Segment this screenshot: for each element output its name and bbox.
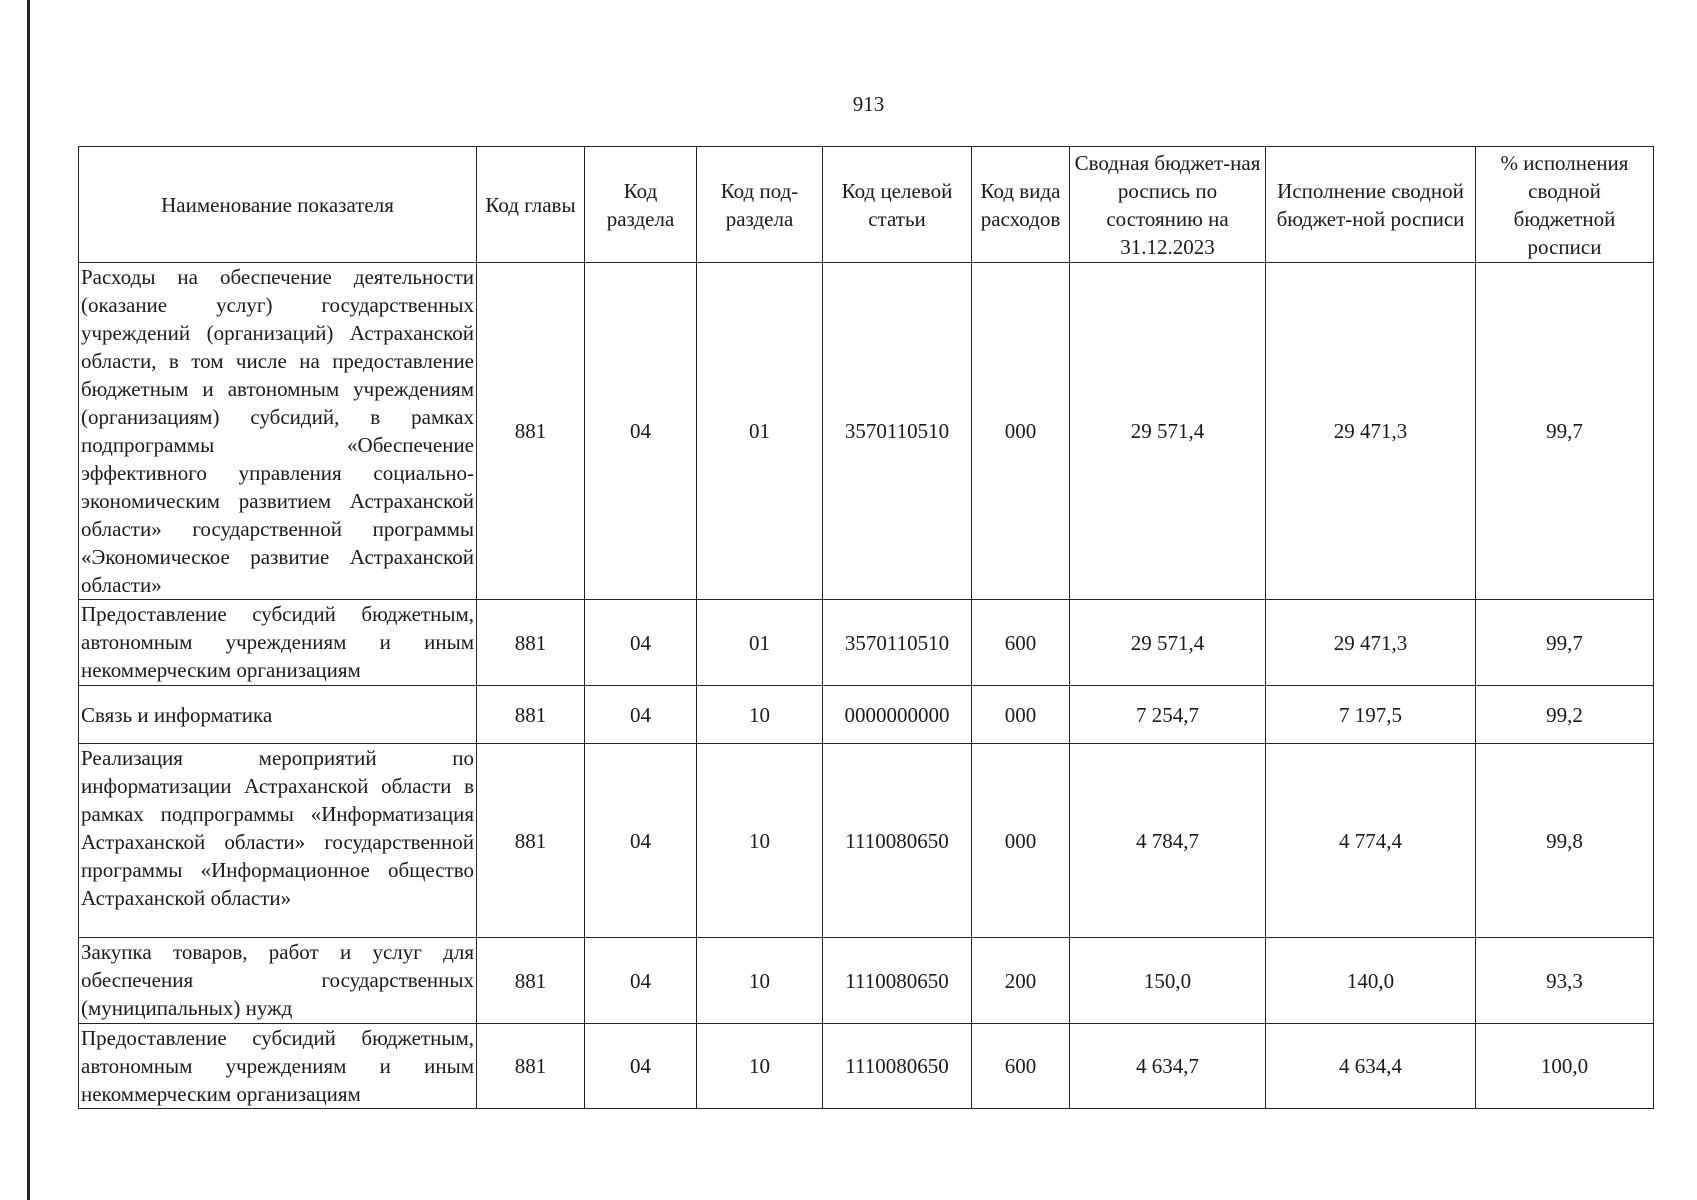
row-name: Предоставление субсидий бюджетным, автономным учреждениям и иным некоммерческим организациям	[79, 600, 477, 686]
page-number: 913	[852, 92, 885, 116]
row-execution: 29 471,3	[1266, 263, 1476, 600]
row-name: Расходы на обеспечение деятельности (оказание услуг) государственных учреждений (организаций) Астраханской области, в том числе на предоставление бюджетным и автономным учреждениям (организациям) субсидий, в рамках подпрограммы «Обеспечение эффективного управления социально-экономическим развитием Астраханской области» государственной программы «Экономическое развитие Астраханской области»	[79, 263, 477, 600]
row-percent: 99,7	[1476, 263, 1654, 600]
row-percent: 93,3	[1476, 938, 1654, 1024]
row-subsection: 10	[697, 1024, 823, 1109]
row-target: 0000000000	[823, 686, 972, 744]
row-chapter: 881	[477, 744, 585, 938]
row-percent: 99,2	[1476, 686, 1654, 744]
row-section: 04	[585, 938, 697, 1024]
row-plan: 4 784,7	[1070, 744, 1266, 938]
row-target: 1110080650	[823, 1024, 972, 1109]
header-percent: % исполнения сводной бюджетной росписи	[1476, 147, 1654, 263]
row-subsection: 10	[697, 744, 823, 938]
row-name: Закупка товаров, работ и услуг для обеспечения государственных (муниципальных) нужд	[79, 938, 477, 1024]
row-expense-type: 000	[972, 744, 1070, 938]
table-row	[79, 600, 1654, 686]
row-subsection: 01	[697, 263, 823, 600]
row-plan: 29 571,4	[1070, 263, 1266, 600]
row-target: 3570110510	[823, 600, 972, 686]
row-percent: 99,8	[1476, 744, 1654, 938]
header-plan: Сводная бюджет-ная роспись по состоянию на 31.12.2023	[1070, 147, 1266, 263]
row-name: Связь и информатика	[79, 686, 477, 744]
row-execution: 7 197,5	[1266, 686, 1476, 744]
row-subsection: 01	[697, 600, 823, 686]
row-chapter: 881	[477, 1024, 585, 1109]
row-section: 04	[585, 263, 697, 600]
row-percent: 100,0	[1476, 1024, 1654, 1109]
row-plan: 7 254,7	[1070, 686, 1266, 744]
header-expense-type-code: Код вида расходов	[972, 147, 1070, 263]
row-name: Реализация мероприятий по информатизации Астраханской области в рамках подпрограммы «Информатизация Астраханской области» государственной программы «Информационное общество Астраханской области»	[79, 744, 477, 938]
row-expense-type: 000	[972, 263, 1070, 600]
table-row	[79, 263, 1654, 600]
row-expense-type: 600	[972, 600, 1070, 686]
row-target: 3570110510	[823, 263, 972, 600]
row-section: 04	[585, 600, 697, 686]
budget-execution-table	[78, 146, 1654, 1109]
row-expense-type: 600	[972, 1024, 1070, 1109]
table-row	[79, 938, 1654, 1024]
row-section: 04	[585, 1024, 697, 1109]
header-subsection-code: Код под-раздела	[697, 147, 823, 263]
row-percent: 99,7	[1476, 600, 1654, 686]
row-name: Предоставление субсидий бюджетным, автономным учреждениям и иным некоммерческим организациям	[79, 1024, 477, 1109]
row-chapter: 881	[477, 938, 585, 1024]
table-row	[79, 744, 1654, 938]
header-target-code: Код целевой статьи	[823, 147, 972, 263]
row-subsection: 10	[697, 938, 823, 1024]
binding-margin-line	[27, 0, 30, 1200]
header-section-code: Код раздела	[585, 147, 697, 263]
row-section: 04	[585, 744, 697, 938]
row-plan: 29 571,4	[1070, 600, 1266, 686]
row-plan: 4 634,7	[1070, 1024, 1266, 1109]
row-execution: 4 774,4	[1266, 744, 1476, 938]
table-header-row	[79, 147, 1654, 263]
row-chapter: 881	[477, 686, 585, 744]
row-section: 04	[585, 686, 697, 744]
row-expense-type: 000	[972, 686, 1070, 744]
row-chapter: 881	[477, 263, 585, 600]
row-subsection: 10	[697, 686, 823, 744]
row-expense-type: 200	[972, 938, 1070, 1024]
row-plan: 150,0	[1070, 938, 1266, 1024]
header-execution: Исполнение сводной бюджет-ной росписи	[1266, 147, 1476, 263]
header-chapter-code: Код главы	[477, 147, 585, 263]
header-name: Наименование показателя	[79, 147, 477, 263]
row-target: 1110080650	[823, 938, 972, 1024]
table-row	[79, 1024, 1654, 1109]
row-chapter: 881	[477, 600, 585, 686]
row-target: 1110080650	[823, 744, 972, 938]
row-execution: 140,0	[1266, 938, 1476, 1024]
row-execution: 4 634,4	[1266, 1024, 1476, 1109]
row-execution: 29 471,3	[1266, 600, 1476, 686]
table-row	[79, 686, 1654, 744]
